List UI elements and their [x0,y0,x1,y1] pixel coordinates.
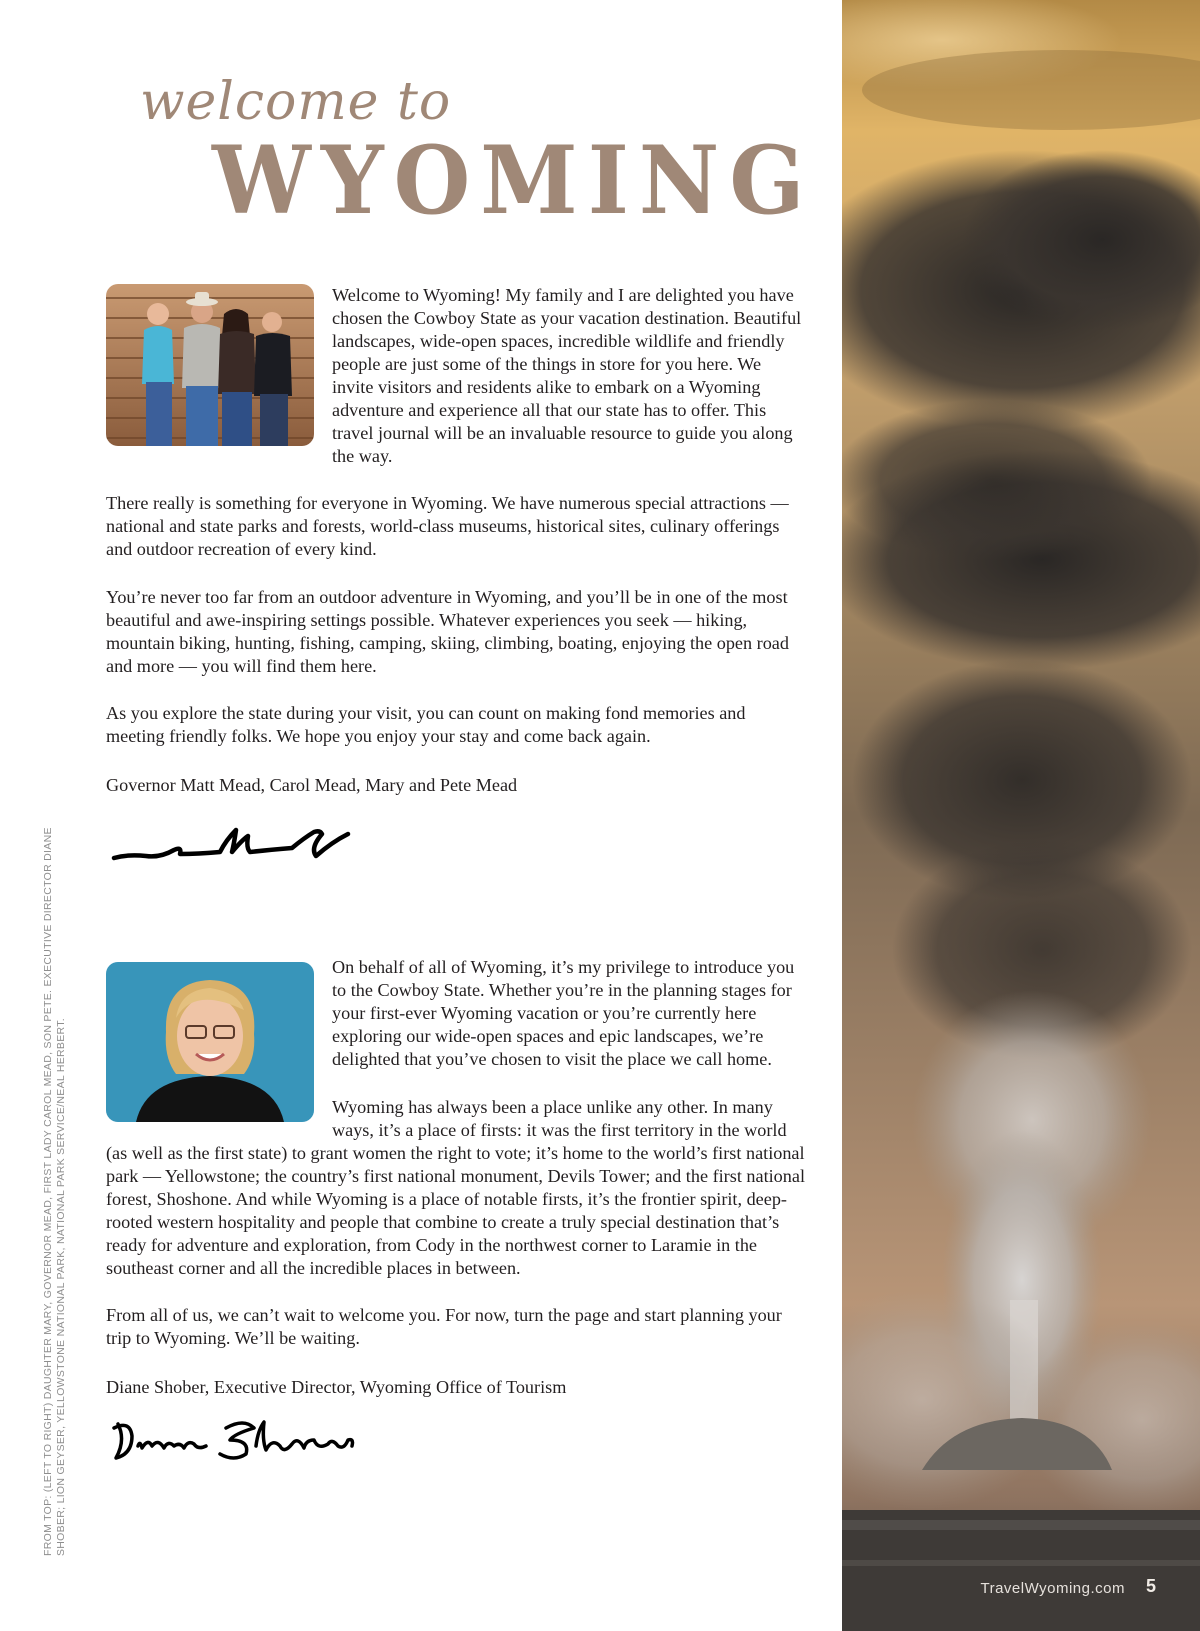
letter2-intro: On behalf of all of Wyoming, it’s my privilege to introduce you to the Cowboy State. Whether you’re in the planning stages for your first-ever Wyoming vacation or you’re currently here exploring our wide-open spaces and epic landscapes, we’re delighted that you’ve chosen to visit the place we call home. [332,957,795,1069]
geyser-photo [842,0,1200,1631]
letter1-paragraph-4: As you explore the state during your visit, you can count on making fond memories and meeting friendly folks. We hope you enjoy your stay and come back again. [106,703,746,746]
page-title: WYOMING [212,124,815,236]
director-signature [108,1410,358,1470]
family-photo [106,284,314,446]
letter2-paragraph-2-continued: (as well as the first state) to grant women the right to vote; it’s home to the world’s first national park — Yellowstone; the country’s first national monument, Devils Tower; and the first national forest, Shoshone. And while Wyoming is a place of notable firsts, it’s the frontier spirit, deep-rooted western hospitality and people that combine to create a truly special destination that’s ready for adventure and exploration, from Cody in the northwest corner to Laramie in the southeast corner and all the incredible places in between. [106,1143,805,1278]
letter1-paragraph-3: You’re never too far from an outdoor adventure in Wyoming, and you’ll be in one of the most beautiful and awe-inspiring settings possible. Whatever experiences you seek — hiking, mountain biking, hunting, fishing, camping, skiing, climbing, boating, enjoying the open road and more — you will find them here. [106,587,789,676]
director-photo [106,962,314,1122]
page-number: 5 [1145,1576,1156,1596]
letter1-signoff: Governor Matt Mead, Carol Mead, Mary and Pete Mead [106,775,518,795]
photo-credit: FROM TOP: (LEFT TO RIGHT) DAUGHTER MARY, GOVERNOR MEAD, FIRST LADY CAROL MEAD, SON PETE. EXECUTIVE DIRECTOR DIANE SHOBER; LION GEYSER, YELLOWSTONE NATIONAL PARK, NATIONAL PARK SERVICE/NEAL HERBERT. [42,827,67,1556]
governor-signature [108,820,358,870]
letter2-signoff: Diane Shober, Executive Director, Wyoming Office of Tourism [106,1377,567,1397]
letter2-paragraph-2-wrap: Wyoming has always been a place unlike any other. In many ways, it’s a place of firsts: it was the first territory in the world [332,1097,787,1140]
footer-website[interactable]: TravelWyoming.com [980,1580,1125,1597]
letter2-paragraph-3: From all of us, we can’t wait to welcome you. For now, turn the page and start planning your trip to Wyoming. We’ll be waiting. [106,1305,782,1348]
welcome-script-heading: welcome to [140,72,452,132]
letter1-intro: Welcome to Wyoming! My family and I are delighted you have chosen the Cowboy State as your vacation destination. Beautiful landscapes, wide-open spaces, incredible wildlife and friendly people are just some of the things in store for you here. We invite visitors and residents alike to embark on a Wyoming adventure and experience all that our state has to offer. This travel journal will be an invaluable resource to guide you along the way. [332,285,802,466]
letter1-paragraph-2: There really is something for everyone in Wyoming. We have numerous special attractions — national and state parks and forests, world-class museums, historical sites, culinary offerings and outdoor recreation of every kind. [106,493,789,559]
